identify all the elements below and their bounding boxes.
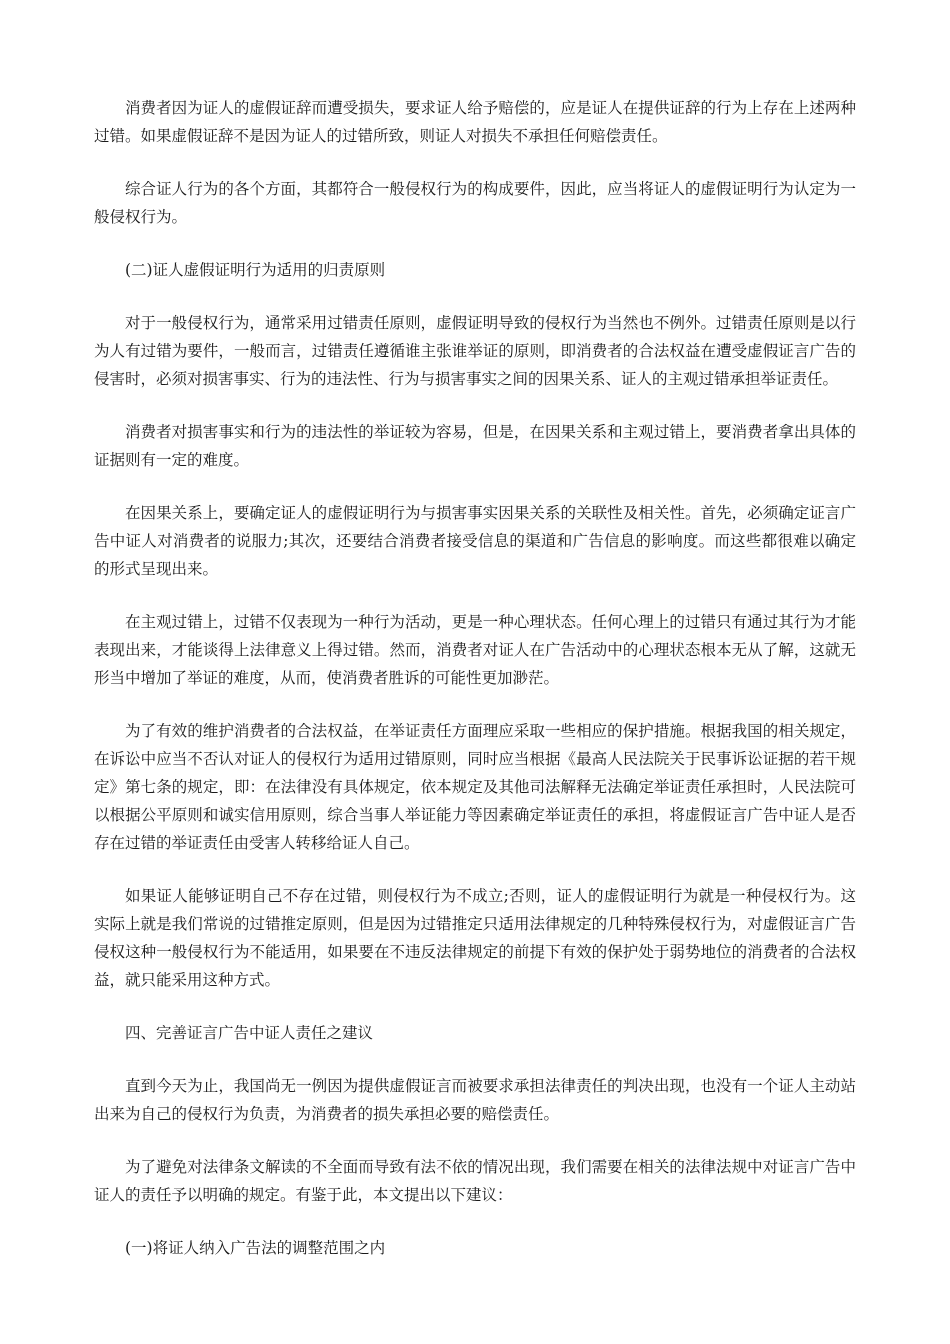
paragraph-burden-difficulty: 消费者对损害事实和行为的违法性的举证较为容易，但是，在因果关系和主观过错上，要消费者拿出具体的证据则有一定的难度。 [94,423,856,469]
paragraph-subjective-fault: 在主观过错上，过错不仅表现为一种行为活动，更是一种心理状态。任何心理上的过错只有通过其行为才能表现出来，才能谈得上法律意义上得过错。然而，消费者对证人在广告活动中的心理状态根本无从了解，这就无形当中增加了举证的难度，从而，使消费者胜诉的可能性更加渺茫。 [94,613,856,687]
paragraph-presumed-fault: 如果证人能够证明自己不存在过错，则侵权行为不成立;否则，证人的虚假证明行为就是一种侵权行为。这实际上就是我们常说的过错推定原则，但是因为过错推定只适用法律规定的几种特殊侵权行为，对虚假证言广告侵权这种一般侵权行为不能适用，如果要在不违反法律规定的前提下有效的保护处于弱势地位的消费者的合法权益，就只能采用这种方式。 [94,887,856,989]
paragraph-protective-measures: 为了有效的维护消费者的合法权益，在举证责任方面理应采取一些相应的保护措施。根据我国的相关规定，在诉讼中应当不否认对证人的侵权行为适用过错原则，同时应当根据《最高人民法院关于民事诉讼证据的若干规定》第七条的规定，即：在法律没有具体规定，依本规定及其他司法解释无法确定举证责任承担时，人民法院可以根据公平原则和诚实信用原则，综合当事人举证能力等因素确定举证责任的承担，将虚假证言广告中证人是否存在过错的举证责任由受害人转移给证人自己。 [94,722,856,852]
paragraph-fault-liability: 对于一般侵权行为，通常采用过错责任原则，虚假证明导致的侵权行为当然也不例外。过错责任原则是以行为人有过错为要件，一般而言，过错责任遵循谁主张谁举证的原则，即消费者的合法权益在遭受虚假证言广告的侵害时，必须对损害事实、行为的违法性、行为与损害事实之间的因果关系、证人的主观过错承担举证责任。 [94,314,856,388]
paragraph-general-tort-conclusion: 综合证人行为的各个方面，其都符合一般侵权行为的构成要件，因此，应当将证人的虚假证明行为认定为一般侵权行为。 [94,180,856,226]
paragraph-proposal-intro: 为了避免对法律条文解读的不全面而导致有法不依的情况出现，我们需要在相关的法律法规中对证言广告中证人的责任予以明确的规定。有鉴于此，本文提出以下建议： [94,1158,856,1204]
paragraph-no-precedent: 直到今天为止，我国尚无一例因为提供虚假证言而被要求承担法律责任的判决出现，也没有一个证人主动站出来为自己的侵权行为负责，为消费者的损失承担必要的赔偿责任。 [94,1077,856,1123]
section-heading-include-witness: (一)将证人纳入广告法的调整范围之内 [125,1239,386,1257]
section-heading-suggestions: 四、完善证言广告中证人责任之建议 [125,1024,374,1042]
section-heading-imputation-principle: (二)证人虚假证明行为适用的归责原则 [125,261,386,279]
paragraph-liability-condition: 消费者因为证人的虚假证辞而遭受损失，要求证人给予赔偿的，应是证人在提供证辞的行为上存在上述两种过错。如果虚假证辞不是因为证人的过错所致，则证人对损失不承担任何赔偿责任。 [94,99,856,145]
document-body [94,94,856,1287]
paragraph-causation: 在因果关系上，要确定证人的虚假证明行为与损害事实因果关系的关联性及相关性。首先，必须确定证言广告中证人对消费者的说服力;其次，还要结合消费者接受信息的渠道和广告信息的影响度。而这些都很难以确定的形式呈现出来。 [94,504,856,578]
